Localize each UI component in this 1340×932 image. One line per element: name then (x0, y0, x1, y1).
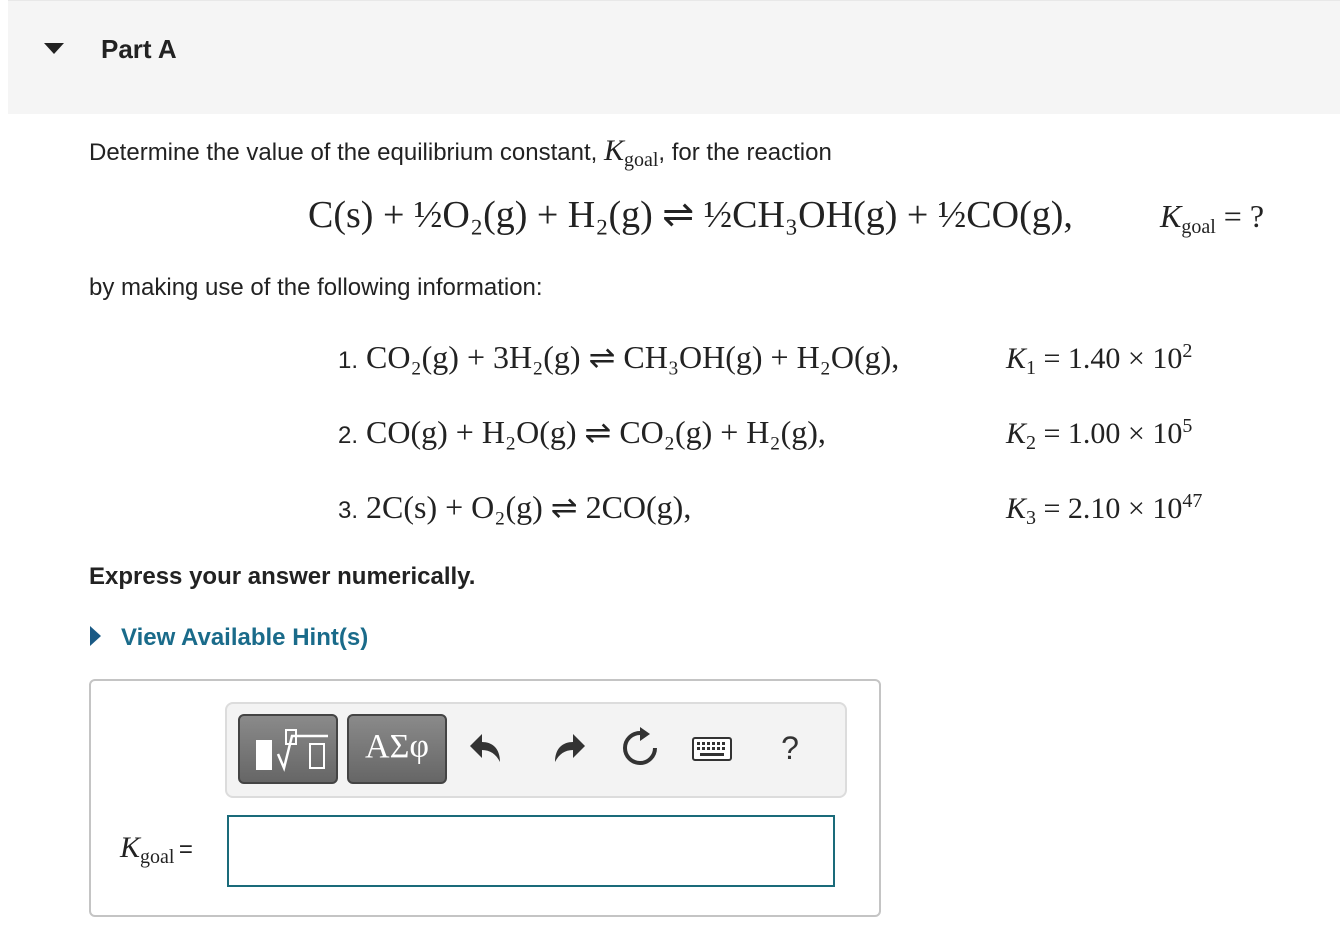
redo-button[interactable] (545, 726, 589, 770)
part-header[interactable] (8, 0, 1340, 114)
goal-reaction-equation: C(s) + ½O₂(g) + H₂(g) ⇌ ½CH₃OH(g) + ½CO(g), (308, 194, 1073, 236)
collapse-triangle-icon[interactable] (44, 43, 64, 54)
equals-sign: = (178, 836, 193, 863)
k-exponent: 2 (1182, 340, 1193, 362)
templates-icon (240, 716, 336, 782)
k1-value (1006, 340, 1193, 379)
k-number: = 2.10 × 10 (1043, 492, 1183, 525)
prompt-tail: , for the reaction (658, 139, 832, 166)
reaction-number: 1. (338, 347, 359, 374)
reaction-3 (338, 488, 691, 526)
k-subscript: 1 (1026, 357, 1037, 379)
reaction-1 (338, 338, 899, 376)
reaction-equation: CO₂(g) + 3H₂(g) ⇌ CH₃OH(g) + H₂O(g), (366, 339, 900, 375)
templates-button[interactable] (238, 714, 338, 784)
answer-input[interactable] (227, 815, 835, 887)
redo-icon (545, 726, 589, 770)
reaction-number: 3. (338, 497, 359, 524)
help-button[interactable]: ? (781, 730, 799, 766)
goal-k-expression (1160, 198, 1265, 238)
k-exponent: 47 (1182, 490, 1203, 512)
k-number: = 1.00 × 10 (1043, 417, 1183, 450)
reset-icon (618, 726, 662, 770)
k-exponent: 5 (1182, 415, 1193, 437)
prompt-lead: Determine the value of the equilibrium constant, (89, 139, 598, 166)
k3-value (1006, 490, 1203, 529)
reaction-equation: 2C(s) + O₂(g) ⇌ 2CO(g), (366, 489, 692, 525)
k-subscript: goal (623, 149, 659, 171)
reaction-number: 2. (338, 422, 359, 449)
view-hints-link[interactable]: View Available Hint(s) (121, 624, 369, 651)
undo-icon (466, 726, 510, 770)
k-subscript: 2 (1026, 432, 1037, 454)
info-text: by making use of the following information: (89, 274, 543, 301)
k-symbol: K (1006, 417, 1027, 450)
k-subscript: 3 (1026, 507, 1037, 529)
part-title: Part A (101, 34, 177, 64)
k2-value (1006, 415, 1193, 454)
k-symbol: K (1006, 342, 1027, 375)
answer-label (120, 831, 193, 868)
question-prompt (89, 134, 832, 171)
k-subscript: goal (1181, 216, 1216, 238)
undo-button[interactable] (466, 726, 510, 770)
k-subscript: goal (140, 846, 175, 868)
keyboard-button[interactable] (690, 726, 734, 770)
greek-symbols-button[interactable]: ΑΣφ (347, 714, 447, 784)
reaction-equation: CO(g) + H₂O(g) ⇌ CO₂(g) + H₂(g), (366, 414, 826, 450)
reaction-2 (338, 413, 826, 451)
hint-expand-icon[interactable] (90, 626, 101, 646)
k-value: = ? (1223, 198, 1265, 234)
answer-instruction: Express your answer numerically. (89, 563, 476, 590)
k-symbol: K (120, 831, 141, 864)
k-number: = 1.40 × 10 (1043, 342, 1183, 375)
k-symbol: K (1160, 198, 1182, 234)
k-symbol: K (1006, 492, 1027, 525)
keyboard-icon (690, 726, 734, 770)
reset-button[interactable] (618, 726, 662, 770)
k-symbol: K (603, 134, 624, 167)
